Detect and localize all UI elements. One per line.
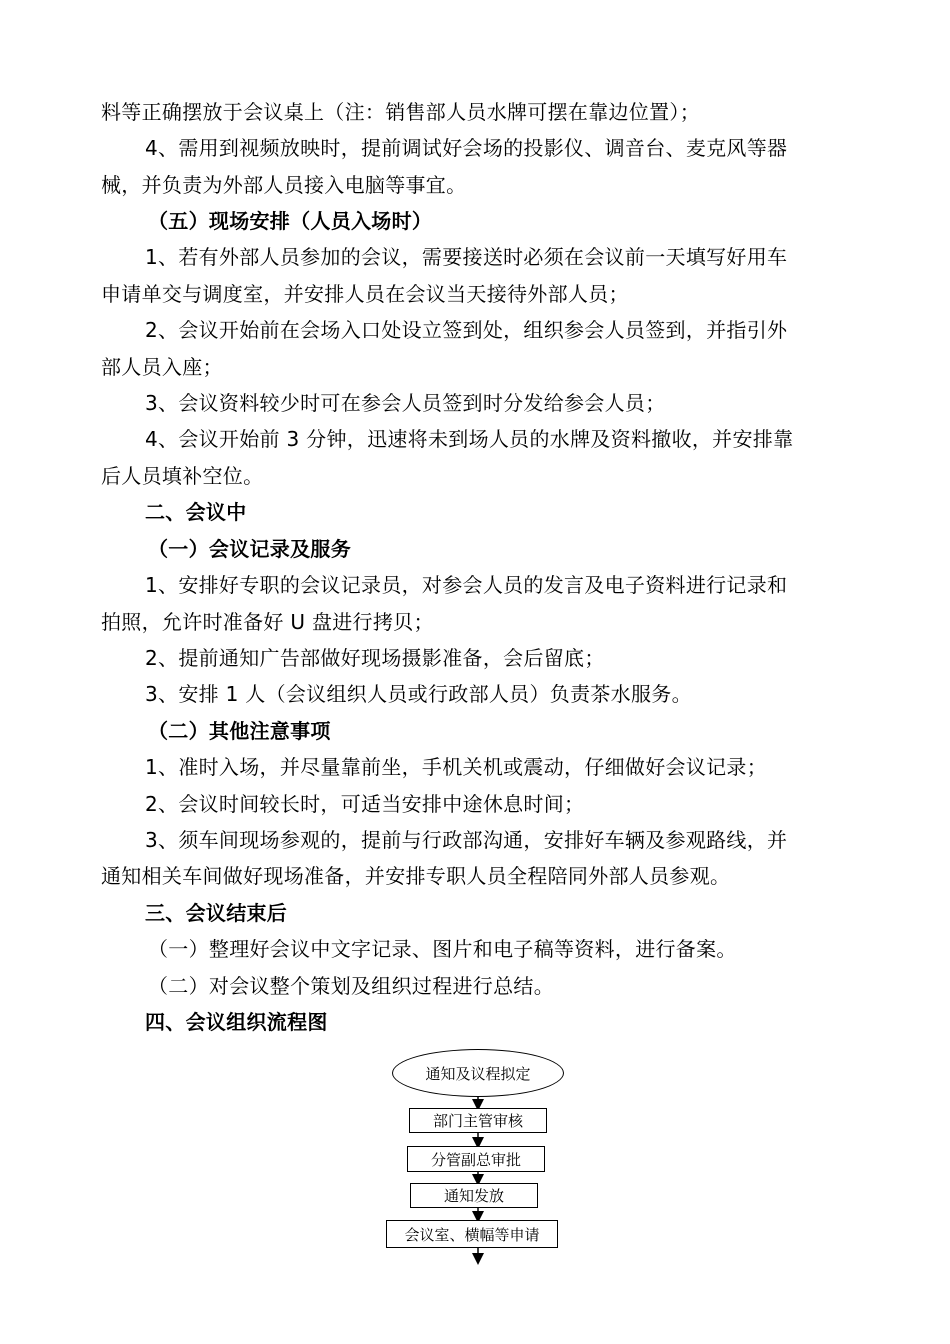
paragraph-line: 4、需用到视频放映时，提前调试好会场的投影仪、调音台、麦克风等器 bbox=[145, 136, 788, 160]
paragraph-line: 料等正确摆放于会议桌上（注：销售部人员水牌可摆在靠边位置）； bbox=[101, 100, 700, 124]
section-heading: 四、会议组织流程图 bbox=[145, 1010, 328, 1034]
flow-node: 会议室、横幅等申请 bbox=[386, 1220, 558, 1248]
paragraph-line: 1、安排好专职的会议记录员，对参会人员的发言及电子资料进行记录和 bbox=[145, 573, 788, 597]
paragraph-line: （一）整理好会议中文字记录、图片和电子稿等资料，进行备案。 bbox=[148, 937, 737, 961]
paragraph-line: 2、会议开始前在会场入口处设立签到处，组织参会人员签到，并指引外 bbox=[145, 318, 788, 342]
paragraph-line: 2、提前通知广告部做好现场摄影准备，会后留底； bbox=[145, 646, 605, 670]
paragraph-line: 通知相关车间做好现场准备，并安排专职人员全程陪同外部人员参观。 bbox=[101, 864, 731, 888]
section-heading: 三、会议结束后 bbox=[145, 901, 288, 925]
paragraph-line: 申请单交与调度室，并安排人员在会议当天接待外部人员； bbox=[101, 282, 629, 306]
paragraph-line: 3、安排 1 人（会议组织人员或行政部人员）负责茶水服务。 bbox=[145, 682, 692, 706]
subsection-heading: （二）其他注意事项 bbox=[148, 719, 331, 743]
paragraph-line: 1、若有外部人员参加的会议，需要接送时必须在会议前一天填写好用车 bbox=[145, 245, 788, 269]
paragraph-line: 拍照，允许时准备好 U 盘进行拷贝； bbox=[101, 610, 434, 634]
subsection-heading: （五）现场安排（人员入场时） bbox=[148, 209, 433, 233]
paragraph-line: 部人员入座； bbox=[101, 355, 223, 379]
paragraph-line: 3、会议资料较少时可在参会人员签到时分发给参会人员； bbox=[145, 391, 666, 415]
paragraph-line: 3、须车间现场参观的，提前与行政部沟通，安排好车辆及参观路线，并 bbox=[145, 828, 788, 852]
paragraph-line: 械，并负责为外部人员接入电脑等事宜。 bbox=[101, 173, 467, 197]
paragraph-line: 2、会议时间较长时，可适当安排中途休息时间； bbox=[145, 792, 585, 816]
section-heading: 二、会议中 bbox=[145, 500, 247, 524]
paragraph-line: （二）对会议整个策划及组织过程进行总结。 bbox=[148, 974, 554, 998]
paragraph-line: 后人员填补空位。 bbox=[101, 464, 264, 488]
paragraph-line: 1、准时入场，并尽量靠前坐，手机关机或震动，仔细做好会议记录； bbox=[145, 755, 768, 779]
flow-node: 分管副总审批 bbox=[407, 1146, 545, 1172]
flow-node-start: 通知及议程拟定 bbox=[392, 1049, 564, 1097]
subsection-heading: （一）会议记录及服务 bbox=[148, 537, 351, 561]
flow-node: 部门主管审核 bbox=[409, 1108, 547, 1133]
paragraph-line: 4、会议开始前 3 分钟，迅速将未到场人员的水牌及资料撤收，并安排靠 bbox=[145, 427, 794, 451]
flow-node: 通知发放 bbox=[410, 1183, 538, 1208]
